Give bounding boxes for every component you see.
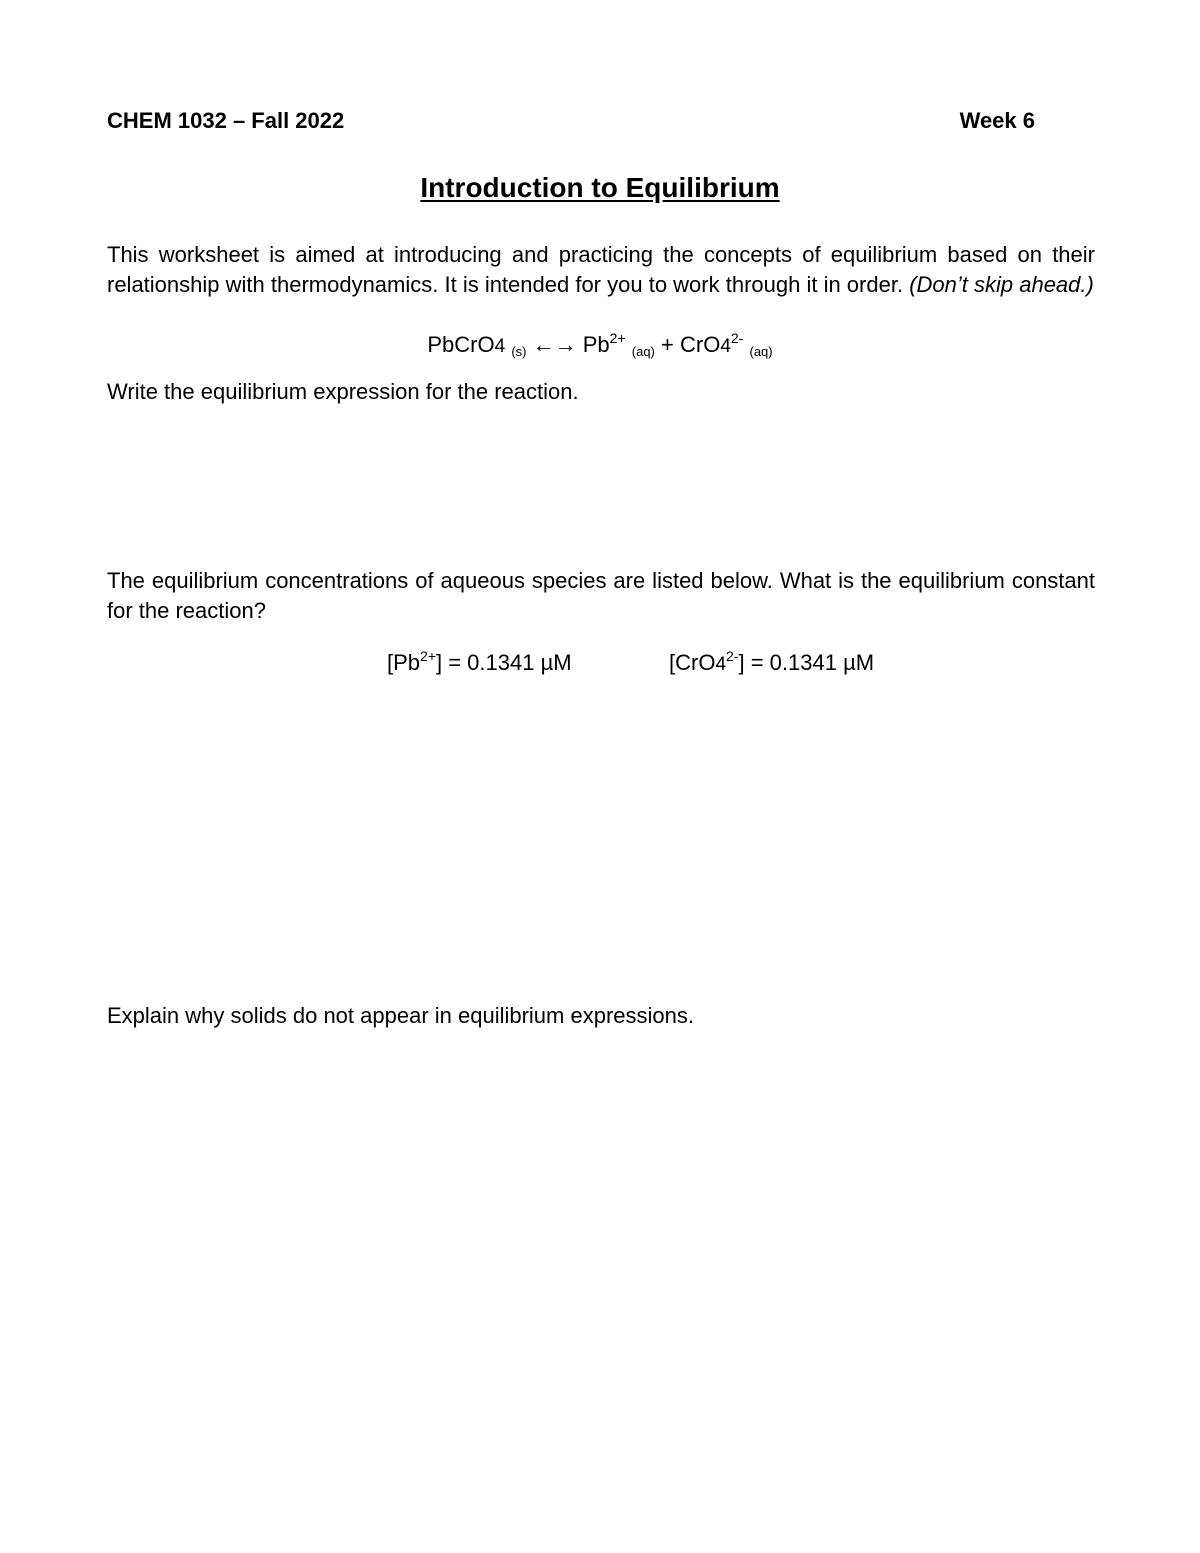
- pb-concentration: [387, 648, 572, 676]
- cro-concentration: [669, 648, 874, 676]
- reactant-state: (s): [511, 344, 527, 359]
- reaction-equation: [0, 322, 1200, 368]
- page-header: [107, 108, 1035, 138]
- question-2: The equilibrium concentrations of aqueous species are listed below. What is the equilibrium constant for the reaction?: [107, 568, 1095, 623]
- intro-italic-note: (Don’t skip ahead.): [909, 271, 1094, 297]
- cro-value: ] = 0.1341 µM: [738, 650, 875, 675]
- product2-subscript: 4: [720, 336, 731, 357]
- cro-subscript: 4: [715, 654, 727, 675]
- product2-charge: 2-: [730, 330, 744, 346]
- equilibrium-arrow-icon: ←→: [532, 332, 577, 357]
- product2-state: (aq): [749, 344, 773, 359]
- pb-charge: 2+: [420, 648, 436, 664]
- concentration-values: [0, 648, 1200, 682]
- product1-formula: Pb: [582, 332, 610, 357]
- pb-open: [Pb: [387, 650, 421, 675]
- plus-sign: +: [661, 332, 674, 357]
- product1-charge: 2+: [609, 330, 626, 346]
- week-label: Week 6: [959, 108, 1035, 133]
- intro-paragraph: [107, 240, 1095, 299]
- product2-formula: CrO: [680, 332, 721, 357]
- question-3: Explain why solids do not appear in equilibrium expressions.: [107, 1003, 694, 1028]
- cro-charge: 2-: [726, 648, 739, 664]
- reactant-subscript: 4: [494, 336, 506, 357]
- cro-open: [CrO: [669, 650, 716, 675]
- intro-text: This worksheet is aimed at introducing and practicing the concepts of equilibrium based on their relationship with thermodynamics. It is intended for you to work through it in order.: [107, 242, 1095, 297]
- page-title: Introduction to Equilibrium: [420, 172, 780, 203]
- course-label: CHEM 1032 – Fall 2022: [107, 108, 345, 133]
- reactant-formula: PbCrO: [427, 332, 495, 357]
- product1-state: (aq): [631, 344, 655, 359]
- pb-value: ] = 0.1341 µM: [436, 650, 572, 675]
- question-1: Write the equilibrium expression for the reaction.: [107, 379, 579, 404]
